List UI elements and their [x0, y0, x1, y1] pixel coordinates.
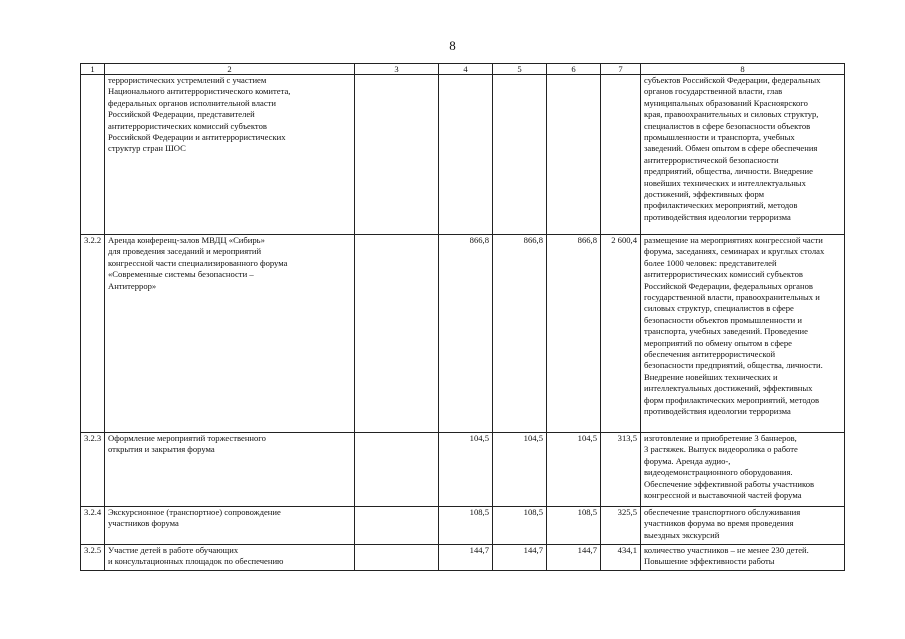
row-cell-3 [355, 75, 439, 235]
row-note: количество участников – не менее 230 детей. Повышение эффективности работы [641, 545, 845, 571]
page-number: 8 [449, 38, 456, 53]
row-cell-4: 866,8 [439, 235, 493, 433]
row-cell-7 [601, 75, 641, 235]
row-note: изготовление и приобретение 3 баннеров, 3 растяжек. Выпуск видеоролика о работе форума. Аренда аудио-, видеодемонстрационного оборудования. Обеспечение эффективной работы участников конгрессной и выставочной частей форума [641, 433, 845, 507]
row-cell-5: 144,7 [493, 545, 547, 571]
column-header: 6 [547, 64, 601, 75]
row-cell-3 [355, 433, 439, 507]
row-cell-6: 104,5 [547, 433, 601, 507]
row-cell-3 [355, 235, 439, 433]
row-cell-4: 144,7 [439, 545, 493, 571]
row-description: Участие детей в работе обучающих и консультационных площадок по обеспечению [105, 545, 355, 571]
table-row [81, 433, 845, 507]
row-note: обеспечение транспортного обслуживания участников форума во время проведения выездных экскурсий [641, 507, 845, 545]
row-cell-6 [547, 75, 601, 235]
column-header: 7 [601, 64, 641, 75]
column-header: 3 [355, 64, 439, 75]
row-cell-5: 104,5 [493, 433, 547, 507]
row-description: Экскурсионное (транспортное) сопровождение участников форума [105, 507, 355, 545]
row-description: Аренда конференц-залов МВДЦ «Сибирь» для проведения заседаний и мероприятий конгрессной части специализированного форума «Современные системы безопасности – Антитеррор» [105, 235, 355, 433]
row-cell-7: 434,1 [601, 545, 641, 571]
budget-table [80, 63, 845, 571]
row-cell-7: 313,5 [601, 433, 641, 507]
row-cell-6: 866,8 [547, 235, 601, 433]
row-note: размещение на мероприятиях конгрессной части форума, заседаниях, семинарах и круглых столах более 1000 человек: представителей антитеррористических комиссий субъектов Российской Федерации, федеральных органов государственной власти, правоохранительных и силовых структур, специалистов в сфере безопасности объектов промышленности и транспорта, учебных заведений. Проведение мероприятий по обмену опытом в сфере обеспечения антитеррористической безопасности предприятий, общества, личности. Внедрение новейших технических и интеллектуальных достижений, эффективных форм профилактических мероприятий, методов противодействия идеологии терроризма [641, 235, 845, 433]
row-note: субъектов Российской Федерации, федеральных органов государственной власти, глав муниципальных образований Красноярского края, правоохранительных и силовых структур, специалистов в сфере безопасности объектов промышленности и транспорта, учебных заведений. Обмен опытом в сфере обеспечения антитеррористической безопасности предприятий, общества, личности. Внедрение новейших технических и интеллектуальных достижений, эффективных форм профилактических мероприятий, методов противодействия идеологии терроризма [641, 75, 845, 235]
row-cell-4: 108,5 [439, 507, 493, 545]
row-index: 3.2.5 [81, 545, 105, 571]
row-index: 3.2.3 [81, 433, 105, 507]
row-cell-5: 866,8 [493, 235, 547, 433]
row-cell-3 [355, 545, 439, 571]
row-cell-5: 108,5 [493, 507, 547, 545]
row-cell-7: 2 600,4 [601, 235, 641, 433]
table-row [81, 545, 845, 571]
row-index: 3.2.4 [81, 507, 105, 545]
row-cell-3 [355, 507, 439, 545]
row-cell-7: 325,5 [601, 507, 641, 545]
row-index [81, 75, 105, 235]
table-row [81, 235, 845, 433]
column-header: 5 [493, 64, 547, 75]
column-header: 2 [105, 64, 355, 75]
row-cell-6: 108,5 [547, 507, 601, 545]
row-index: 3.2.2 [81, 235, 105, 433]
table-header-row [81, 64, 845, 75]
row-cell-4: 104,5 [439, 433, 493, 507]
row-cell-6: 144,7 [547, 545, 601, 571]
row-cell-4 [439, 75, 493, 235]
row-cell-5 [493, 75, 547, 235]
column-header: 8 [641, 64, 845, 75]
column-header: 1 [81, 64, 105, 75]
table-row [81, 75, 845, 235]
row-description: террористических устремлений с участием Национального антитеррористического комитета, федеральных органов исполнительной власти Российской Федерации, представителей антитеррористических комиссий субъектов Российской Федерации и антитеррористических структур стран ШОС [105, 75, 355, 235]
table-row [81, 507, 845, 545]
row-description: Оформление мероприятий торжественного открытия и закрытия форума [105, 433, 355, 507]
column-header: 4 [439, 64, 493, 75]
